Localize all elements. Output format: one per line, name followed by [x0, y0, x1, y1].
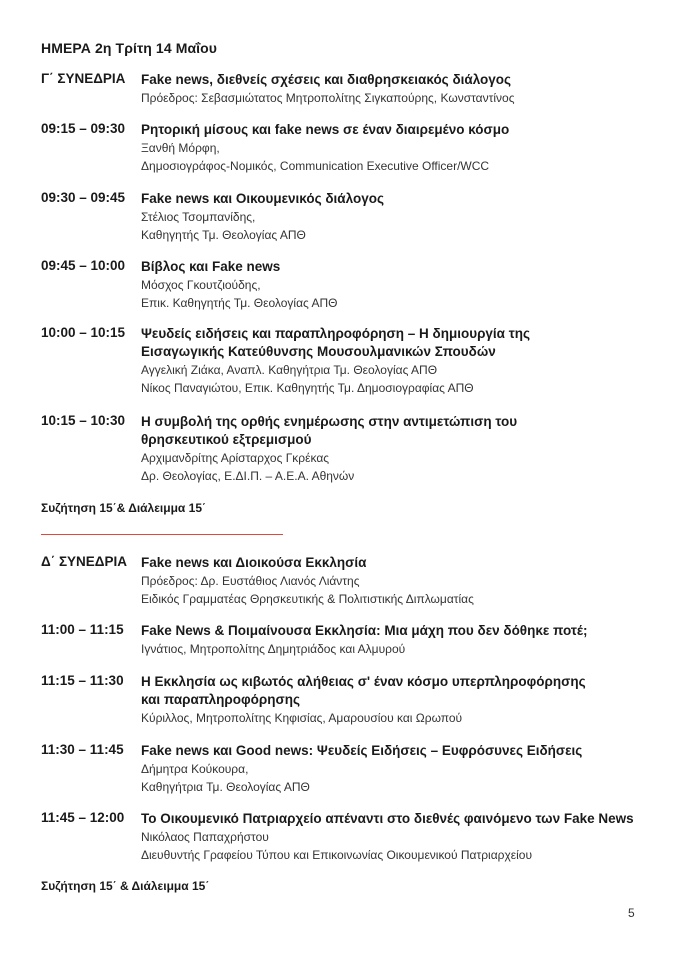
entry-title: Fake news και Οικουμενικός διάλογος	[141, 191, 384, 206]
entry-speaker-line: Καθηγήτρια Τμ. Θεολογίας ΑΠΘ	[141, 780, 310, 794]
entry-title: Fake news και Διοικούσα Εκκλησία	[141, 555, 367, 570]
entry-speaker-line: Ιγνάτιος, Μητροπολίτης Δημητριάδος και Αλμυρού	[141, 642, 406, 656]
entry-speaker-line: Αρχιμανδρίτης Αρίσταρχος Γκρέκας	[141, 451, 330, 465]
entry-title: Το Οικουμενικό Πατριαρχείο απέναντι στο διεθνές φαινόμενο των Fake News	[141, 811, 634, 826]
page-number: 5	[628, 906, 635, 920]
entry-time: 10:00 – 10:15	[41, 325, 126, 340]
entry-speaker-line: Ξανθή Μόρφη,	[141, 141, 220, 155]
entry-time: 09:15 – 09:30	[41, 121, 126, 136]
entry-speaker-line: Ειδικός Γραμματέας Θρησκευτικής & Πολιτιστικής Διπλωματίας	[141, 592, 474, 606]
entry-title: Βίβλος και Fake news	[141, 259, 281, 274]
day-title: ΗΜΕΡΑ 2η Τρίτη 14 Μαΐου	[41, 40, 218, 56]
entry-body	[141, 742, 646, 796]
entry-time: 11:15 – 11:30	[41, 673, 124, 688]
entry-time: 10:15 – 10:30	[41, 413, 126, 428]
entry-body	[141, 121, 646, 175]
entry-title: Η Εκκλησία ως κιβωτός αλήθειας σ' έναν κόσμο υπερπληροφόρησης	[141, 674, 586, 689]
entry-time: 11:30 – 11:45	[41, 742, 124, 757]
entry-body	[141, 71, 646, 107]
entry-speaker-line: Δήμητρα Κούκουρα,	[141, 762, 249, 776]
entry-speaker-line: Νίκος Παναγιώτου, Επικ. Καθηγητής Τμ. Δημοσιογραφίας ΑΠΘ	[141, 381, 474, 395]
entry-time: 11:00 – 11:15	[41, 622, 124, 637]
entry-title: Fake News & Ποιμαίνουσα Εκκλησία: Μια μάχη που δεν δόθηκε ποτέ;	[141, 623, 588, 638]
entry-body	[141, 622, 646, 658]
entry-title: Ψευδείς ειδήσεις και παραπληροφόρηση – Η δημιουργία της	[141, 326, 531, 341]
entry-body	[141, 554, 646, 608]
entry-time: Γ΄ ΣΥΝΕΔΡΙΑ	[41, 71, 126, 86]
entry-speaker-line: Νικόλαος Παπαχρήστου	[141, 830, 269, 844]
entry-title: και παραπληροφόρησης	[141, 692, 300, 707]
entry-body	[141, 413, 646, 485]
entry-body	[141, 190, 646, 244]
entry-speaker-line: Πρόεδρος: Σεβασμιώτατος Μητροπολίτης Σιγκαπούρης, Κωνσταντίνος	[141, 91, 515, 105]
entry-speaker-line: Δημοσιογράφος-Νομικός, Communication Executive Officer/WCC	[141, 159, 490, 173]
entry-speaker-line: Πρόεδρος: Δρ. Ευστάθιος Λιανός Λιάντης	[141, 574, 360, 588]
entry-speaker-line: Αγγελική Ζιάκα, Αναπλ. Καθηγήτρια Τμ. Θεολογίας ΑΠΘ	[141, 363, 438, 377]
entry-speaker-line: Στέλιος Τσομπανίδης,	[141, 210, 256, 224]
entry-time: Δ΄ ΣΥΝΕΔΡΙΑ	[41, 554, 128, 569]
entry-title: θρησκευτικού εξτρεμισμού	[141, 432, 312, 447]
entry-speaker-line: Κύριλλος, Μητροπολίτης Κηφισίας, Αμαρουσίου και Ωρωπού	[141, 711, 463, 725]
entry-speaker-line: Μόσχος Γκουτζιούδης,	[141, 278, 261, 292]
entry-body	[141, 325, 646, 397]
entry-speaker-line: Καθηγητής Τμ. Θεολογίας ΑΠΘ	[141, 228, 306, 242]
entry-speaker-line: Επικ. Καθηγητής Τμ. Θεολογίας ΑΠΘ	[141, 296, 338, 310]
entry-title: Ρητορική μίσους και fake news σε έναν διαιρεμένο κόσμο	[141, 122, 510, 137]
discussion-break-d: Συζήτηση 15΄ & Διάλειμμα 15΄	[41, 879, 210, 893]
entry-body	[141, 673, 646, 727]
entry-speaker-line: Δρ. Θεολογίας, Ε.ΔΙ.Π. – Α.Ε.Α. Αθηνών	[141, 469, 355, 483]
entry-title: Fake news, διεθνείς σχέσεις και διαθρησκειακός διάλογος	[141, 72, 512, 87]
entry-body	[141, 810, 646, 864]
entry-time: 09:30 – 09:45	[41, 190, 126, 205]
entry-time: 11:45 – 12:00	[41, 810, 125, 825]
entry-speaker-line: Διευθυντής Γραφείου Τύπου και Επικοινωνίας Οικουμενικού Πατριαρχείου	[141, 848, 533, 862]
entry-body	[141, 258, 646, 312]
discussion-break-c: Συζήτηση 15΄& Διάλειμμα 15΄	[41, 501, 206, 515]
entry-title: Εισαγωγικής Κατεύθυνσης Μουσουλμανικών Σπουδών	[141, 344, 496, 359]
entry-title: Fake news και Good news: Ψευδείς Ειδήσεις – Ευφρόσυνες Ειδήσεις	[141, 743, 583, 758]
section-divider	[41, 534, 283, 535]
entry-time: 09:45 – 10:00	[41, 258, 126, 273]
entry-title: Η συμβολή της ορθής ενημέρωσης στην αντιμετώπιση του	[141, 414, 518, 429]
